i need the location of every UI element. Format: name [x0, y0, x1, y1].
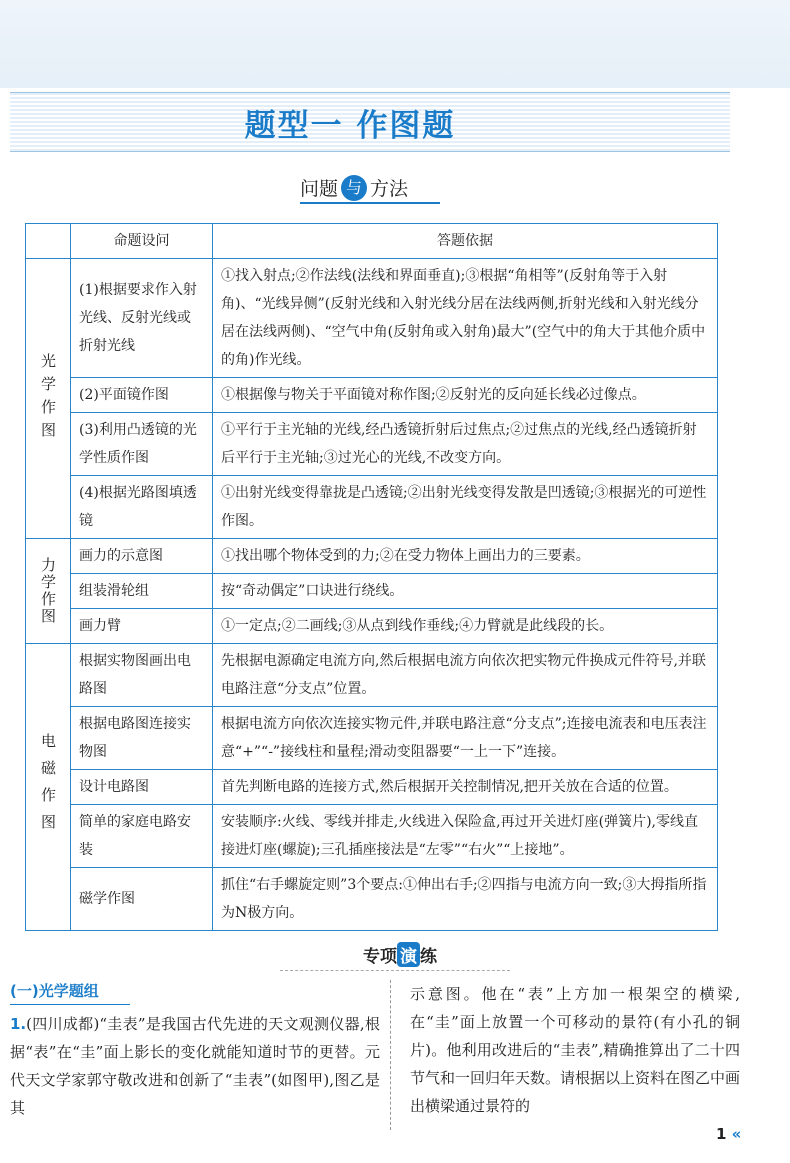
method-header-circle: 与 — [341, 175, 367, 201]
practice-header-left: 专项 — [363, 947, 397, 967]
page-arrow-icon: « — [731, 1125, 742, 1143]
practice-divider — [280, 970, 510, 971]
row-answer: ①平行于主光轴的光线,经凸透镜折射后过焦点;②过焦点的光线,经凸透镜折射后平行于主光轴;③过光心的光线,不改变方向。 — [213, 413, 718, 476]
row-question: 组装滑轮组 — [71, 574, 213, 609]
table-row — [26, 574, 718, 609]
row-question: 画力臂 — [71, 609, 213, 644]
question-1-right: 示意图。他在“表”上方加一根架空的横梁,在“圭”面上放置一个可移动的景符(有小孔的铜片)。他利用改进后的“圭表”,精确推算出了二十四节气和一回归年天数。请根据以上资料在图乙中画出横梁通过景符的 — [410, 985, 741, 1115]
row-question: (1)根据要求作入射光线、反射光线或折射光线 — [71, 259, 213, 378]
row-question: (4)根据光路图填透镜 — [71, 476, 213, 539]
table-row — [26, 770, 718, 805]
row-question: 简单的家庭电路安装 — [71, 805, 213, 868]
table-header-answer: 答题依据 — [213, 224, 718, 259]
row-answer: 抓住“右手螺旋定则”3个要点:①伸出右手;②四指与电流方向一致;③大拇指所指为N极方向。 — [213, 868, 718, 931]
column-divider — [390, 980, 391, 1130]
table-row — [26, 868, 718, 931]
method-header-left: 问题 — [300, 178, 339, 200]
category-electromagnetism: 电磁作图 — [26, 644, 71, 931]
row-answer: 根据电流方向依次连接实物元件,并联电路注意“分支点”;连接电流表和电压表注意“+”“-”接线柱和量程;滑动变阻器要“一上一下”连接。 — [213, 707, 718, 770]
category-mechanics: 力学作图 — [26, 539, 71, 644]
question-number: 1. — [10, 1015, 27, 1033]
row-question: 根据电路图连接实物图 — [71, 707, 213, 770]
row-answer: 首先判断电路的连接方式,然后根据开关控制情况,把开关放在合适的位置。 — [213, 770, 718, 805]
row-answer: ①根据像与物关于平面镜对称作图;②反射光的反向延长线必过像点。 — [213, 378, 718, 413]
table-row — [26, 413, 718, 476]
practice-header — [330, 942, 470, 970]
category-optics: 光学作图 — [26, 259, 71, 539]
table-row — [26, 609, 718, 644]
row-answer: ①找入射点;②作法线(法线和界面垂直);③根据“角相等”(反射角等于入射角)、“光线异侧”(反射光线和入射光线分居在法线两侧,折射光线和入射光线分居在法线两侧)、“空气中角(反射角或入射角)最大”(空气中的角大于其他介质中的角)作光线。 — [213, 259, 718, 378]
row-question: 磁学作图 — [71, 868, 213, 931]
row-question: (3)利用凸透镜的光学性质作图 — [71, 413, 213, 476]
table-row — [26, 378, 718, 413]
page-title: 题型一 作图题 — [244, 108, 456, 144]
method-header — [300, 174, 440, 204]
table-row — [26, 476, 718, 539]
table-row — [26, 539, 718, 574]
row-question: 根据实物图画出电路图 — [71, 644, 213, 707]
table-header-question: 命题设问 — [71, 224, 213, 259]
row-answer: 先根据电源确定电流方向,然后根据电流方向依次把实物元件换成元件符号,并联电路注意“分支点”位置。 — [213, 644, 718, 707]
row-answer: ①一定点;②二画线;③从点到线作垂线;④力臂就是此线段的长。 — [213, 609, 718, 644]
table-row — [26, 259, 718, 378]
method-header-right: 方法 — [370, 178, 409, 200]
page-number — [716, 1125, 741, 1143]
row-answer: ①找出哪个物体受到的力;②在受力物体上画出力的三要素。 — [213, 539, 718, 574]
page-number-value: 1 — [716, 1125, 727, 1143]
practice-header-right: 练 — [420, 947, 437, 967]
row-question: (2)平面镜作图 — [71, 378, 213, 413]
row-question: 设计电路图 — [71, 770, 213, 805]
table-row — [26, 805, 718, 868]
row-question: 画力的示意图 — [71, 539, 213, 574]
top-band — [0, 0, 790, 88]
table-row — [26, 644, 718, 707]
table-header-blank — [26, 224, 71, 259]
table-row — [26, 707, 718, 770]
row-answer: 安装顺序:火线、零线并排走,火线进入保险盒,再过开关进灯座(弹簧片),零线直接进灯座(螺旋);三孔插座接法是“左零”“右火”“上接地”。 — [213, 805, 718, 868]
table-header-row — [26, 224, 718, 259]
group-label: (一)光学题组 — [10, 980, 130, 1005]
question-1-left — [10, 1010, 380, 1122]
row-answer: 按“奇动偶定”口诀进行绕线。 — [213, 574, 718, 609]
row-answer: ①出射光线变得靠拢是凸透镜;②出射光线变得发散是凹透镜;③根据光的可逆性作图。 — [213, 476, 718, 539]
practice-header-highlight: 演 — [397, 942, 420, 967]
method-table — [25, 223, 718, 931]
question-1-left-text: (四川成都)“圭表”是我国古代先进的天文观测仪器,根据“表”在“圭”面上影长的变化就能知道时节的更替。元代天文学家郭守敬改进和创新了“圭表”(如图甲),图乙是其 — [10, 1015, 380, 1117]
